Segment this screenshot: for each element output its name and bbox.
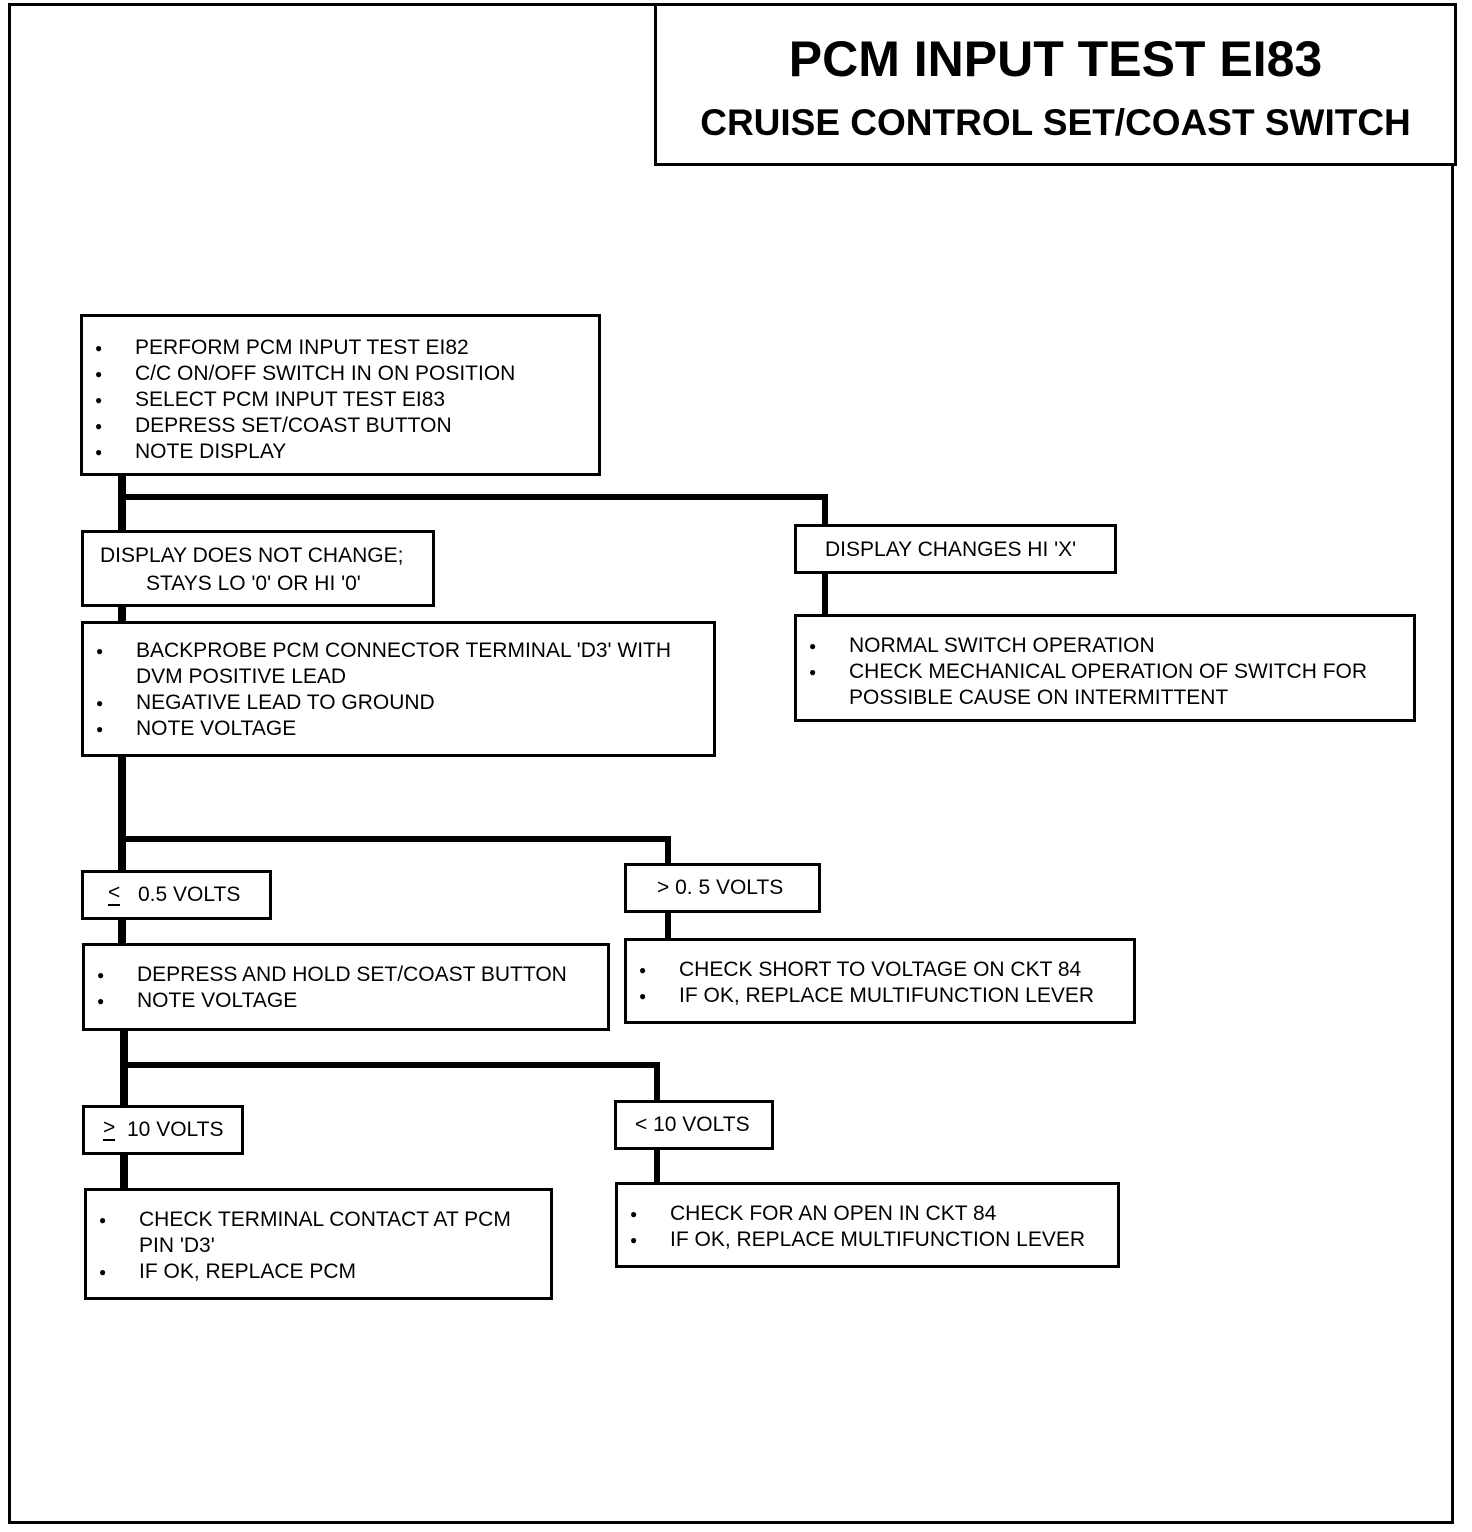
start-step-box	[80, 314, 601, 476]
check-short-list	[627, 941, 1133, 1009]
connector-line	[120, 1152, 128, 1192]
connector-line	[120, 1062, 660, 1068]
list-item: ● BACKPROBE PCM CONNECTOR TERMINAL 'D3' WITH DVM POSITIVE LEAD	[84, 638, 703, 690]
display-no-change-line1: DISPLAY DOES NOT CHANGE;	[100, 544, 404, 567]
check-open-list	[618, 1185, 1117, 1253]
list-item: ● NEGATIVE LEAD TO GROUND	[84, 690, 703, 716]
connector-line	[118, 756, 126, 872]
connector-line	[665, 836, 671, 866]
check-short-box	[624, 938, 1136, 1024]
list-item: ● IF OK, REPLACE PCM	[87, 1259, 536, 1285]
connector-line	[654, 1062, 660, 1102]
le-symbol: <	[108, 881, 121, 904]
connector-line	[118, 474, 126, 532]
page-title: PCM INPUT TEST EI83	[788, 31, 1323, 87]
normal-operation-list	[797, 617, 1413, 711]
gt-half-volt-label: > 0. 5 VOLTS	[657, 876, 784, 899]
display-no-change-box	[81, 530, 435, 607]
display-changes-label: DISPLAY CHANGES HI 'X'	[825, 538, 1077, 561]
connector-line	[654, 1147, 660, 1185]
page-subtitle: CRUISE CONTROL SET/COAST SWITCH	[700, 102, 1411, 143]
connector-line	[118, 494, 828, 500]
gt-half-volt-box	[624, 863, 821, 913]
list-item: ● NOTE DISPLAY	[83, 439, 598, 465]
backprobe-step-list	[84, 624, 713, 742]
list-item: ● NOTE VOLTAGE	[85, 988, 607, 1014]
le-half-volt-box	[81, 870, 272, 920]
connector-line	[120, 1028, 128, 1108]
ge-symbol: >	[103, 1116, 116, 1139]
title-block	[654, 3, 1457, 166]
backprobe-step-box	[81, 621, 716, 757]
list-item: ● IF OK, REPLACE MULTIFUNCTION LEVER	[618, 1227, 1117, 1253]
ge-ten-volt-box	[82, 1105, 244, 1155]
check-terminal-box	[84, 1188, 553, 1300]
list-item: ● C/C ON/OFF SWITCH IN ON POSITION	[83, 361, 598, 387]
depress-hold-list	[85, 946, 607, 1014]
lt-ten-volt-label: < 10 VOLTS	[635, 1113, 750, 1136]
list-item: ● NOTE VOLTAGE	[84, 716, 703, 742]
connector-line	[118, 916, 126, 946]
list-item: ● CHECK FOR AN OPEN IN CKT 84	[618, 1201, 1117, 1227]
depress-hold-box	[82, 943, 610, 1031]
normal-operation-box	[794, 614, 1416, 722]
list-item: ● CHECK MECHANICAL OPERATION OF SWITCH FOR POSSIBLE CAUSE ON INTERMITTENT	[797, 659, 1401, 711]
ge-ten-volt-value: 10 VOLTS	[127, 1118, 224, 1141]
list-item: ● IF OK, REPLACE MULTIFUNCTION LEVER	[627, 983, 1133, 1009]
check-open-box	[615, 1182, 1120, 1268]
list-item: ● SELECT PCM INPUT TEST EI83	[83, 387, 598, 413]
list-item: ● DEPRESS AND HOLD SET/COAST BUTTON	[85, 962, 607, 988]
connector-line	[118, 836, 671, 842]
le-half-volt-value: 0.5 VOLTS	[138, 883, 241, 906]
list-item: ● CHECK TERMINAL CONTACT AT PCM PIN 'D3'	[87, 1207, 536, 1259]
start-step-list	[83, 317, 598, 465]
connector-line	[822, 494, 828, 526]
list-item: ● DEPRESS SET/COAST BUTTON	[83, 413, 598, 439]
list-item: ● NORMAL SWITCH OPERATION	[797, 633, 1401, 659]
display-no-change-line2: STAYS LO '0' OR HI '0'	[146, 572, 361, 595]
lt-ten-volt-box	[614, 1100, 774, 1150]
list-item: ● PERFORM PCM INPUT TEST EI82	[83, 335, 598, 361]
display-changes-box	[794, 524, 1117, 574]
check-terminal-list	[87, 1191, 550, 1285]
list-item: ● CHECK SHORT TO VOLTAGE ON CKT 84	[627, 957, 1133, 983]
connector-line	[822, 572, 828, 618]
